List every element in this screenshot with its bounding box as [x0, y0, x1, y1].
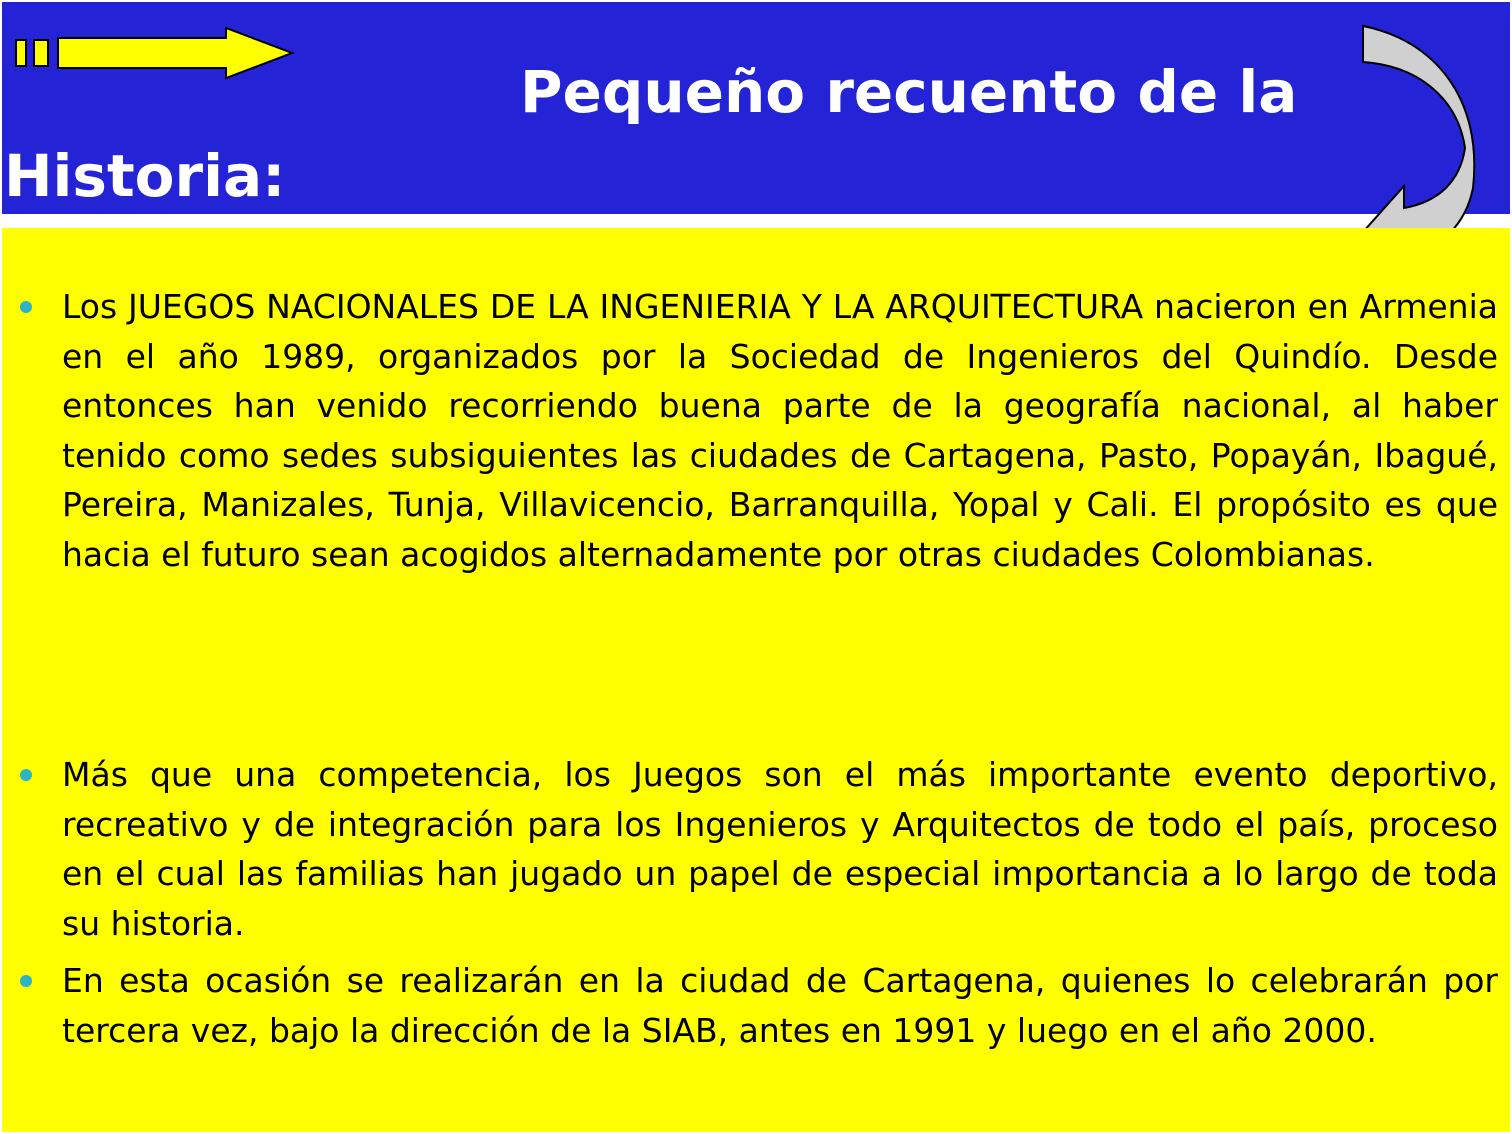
bullet-history-origin: Los JUEGOS NACIONALES DE LA INGENIERIA Y LA ARQUITECTURA nacieron en Armenia en el año 1989, organizados por la Sociedad de Ingenieros del Quindío. Desde entonces han venido recorriendo buena parte de la geografía nacional, al haber tenido como sedes subsiguientes las ciudades de Cartagena, Pasto, Popayán, Ibagué, Pereira, Manizales, Tunja, Villavicencio, Barranquilla, Yopal y Cali. El propósito es que hacia el futuro sean acogidos alternadamente por otras ciudades Colombianas. [62, 282, 1498, 579]
content-panel [2, 228, 1510, 1132]
slide-title: Pequeño recuento de la Historia: [4, 58, 1298, 210]
bullet-list [2, 228, 1510, 1132]
bullet-event-purpose: Más que una competencia, los Juegos son el más importante evento deportivo, recreativo y de integración para los Ingenieros y Arquitectos de todo el país, proceso en el cual las familias han jugado un papel de especial importancia a lo largo de toda su historia. [62, 750, 1498, 948]
bullet-current-host: En esta ocasión se realizarán en la ciudad de Cartagena, quienes lo celebrarán por tercera vez, bajo la dirección de la SIAB, antes en 1991 y luego en el año 2000. [62, 956, 1498, 1055]
title-banner [2, 2, 1510, 214]
